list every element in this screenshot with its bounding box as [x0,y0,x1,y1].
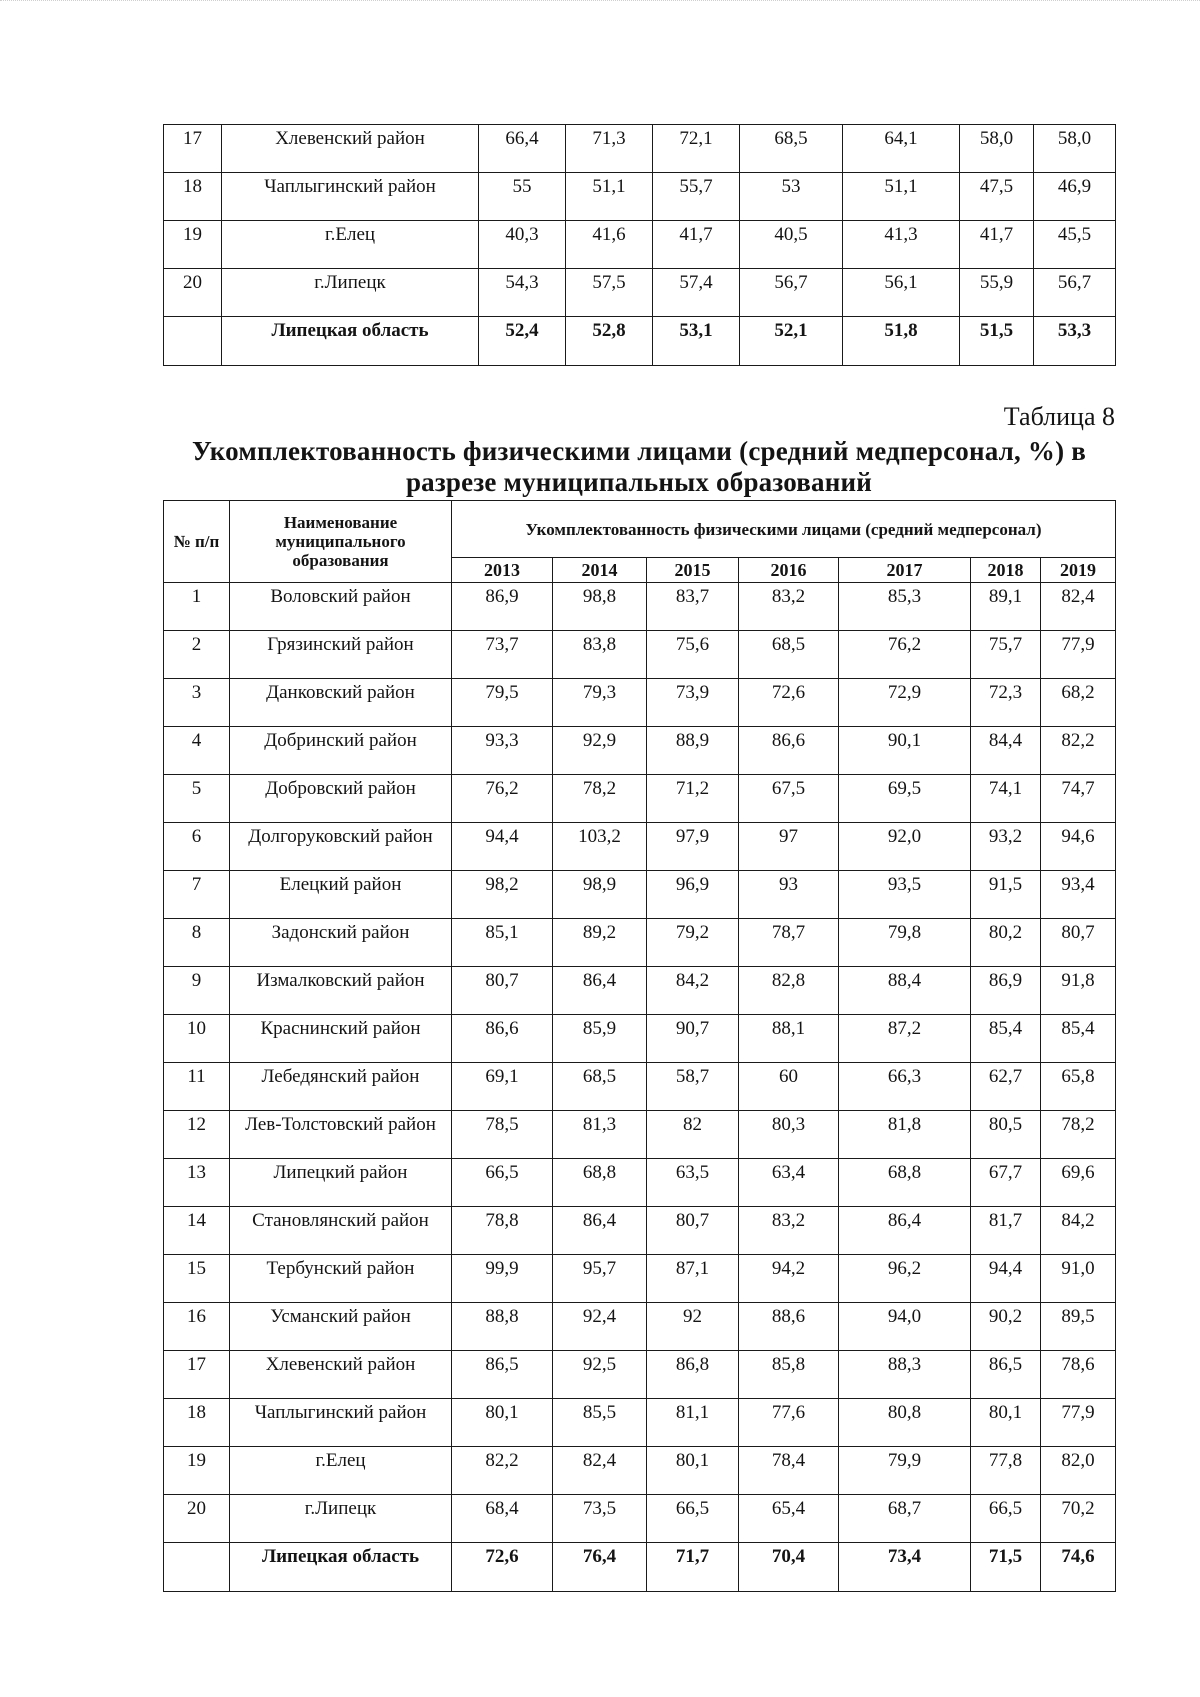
total-value: 70,4 [739,1543,839,1592]
row-value: 86,6 [452,1015,553,1063]
row-value: 92,0 [839,823,971,871]
row-value: 98,2 [452,871,553,919]
row-value: 94,4 [971,1255,1041,1303]
total-value: 53,3 [1034,317,1116,366]
row-value: 76,2 [839,631,971,679]
row-value: 81,7 [971,1207,1041,1255]
total-row [164,1543,1116,1592]
total-value: 52,4 [479,317,566,366]
row-value: 85,8 [739,1351,839,1399]
total-number [164,1543,230,1592]
row-value: 77,9 [1041,1399,1116,1447]
table-row [164,1447,1116,1495]
row-value: 99,9 [452,1255,553,1303]
row-name: Лебедянский район [230,1063,452,1111]
row-value: 54,3 [479,269,566,317]
row-name: Воловский район [230,583,452,631]
row-number: 4 [164,727,230,775]
row-value: 92,9 [553,727,647,775]
row-value: 73,7 [452,631,553,679]
table-row [164,221,1116,269]
row-number: 11 [164,1063,230,1111]
table-row [164,919,1116,967]
total-name: Липецкая область [230,1543,452,1592]
row-value: 79,2 [647,919,739,967]
row-name: Тербунский район [230,1255,452,1303]
row-number: 12 [164,1111,230,1159]
row-value: 68,7 [839,1495,971,1543]
row-name: Становлянский район [230,1207,452,1255]
row-value: 85,1 [452,919,553,967]
table-row [164,631,1116,679]
row-value: 98,8 [553,583,647,631]
row-value: 83,7 [647,583,739,631]
row-value: 64,1 [843,125,960,173]
total-name: Липецкая область [222,317,479,366]
row-value: 94,4 [452,823,553,871]
row-value: 85,9 [553,1015,647,1063]
row-value: 91,5 [971,871,1041,919]
row-number: 17 [164,125,222,173]
row-value: 62,7 [971,1063,1041,1111]
row-value: 86,5 [452,1351,553,1399]
row-value: 55 [479,173,566,221]
row-value: 92,5 [553,1351,647,1399]
row-name: Грязинский район [230,631,452,679]
row-value: 93,4 [1041,871,1116,919]
row-value: 58,0 [960,125,1034,173]
row-number: 19 [164,221,222,269]
table-row [164,679,1116,727]
header-name: Наименование муниципального образования [230,501,452,583]
total-value: 52,1 [740,317,843,366]
row-name: Данковский район [230,679,452,727]
row-value: 66,5 [452,1159,553,1207]
row-value: 72,1 [653,125,740,173]
row-value: 92 [647,1303,739,1351]
row-number: 10 [164,1015,230,1063]
row-value: 97 [739,823,839,871]
row-value: 85,3 [839,583,971,631]
row-number: 1 [164,583,230,631]
row-value: 78,8 [452,1207,553,1255]
row-value: 66,3 [839,1063,971,1111]
row-value: 45,5 [1034,221,1116,269]
row-value: 81,1 [647,1399,739,1447]
row-value: 84,2 [647,967,739,1015]
row-name: Хлевенский район [230,1351,452,1399]
row-value: 84,2 [1041,1207,1116,1255]
table-8 [163,500,1116,1592]
row-number: 19 [164,1447,230,1495]
row-value: 88,9 [647,727,739,775]
row-value: 51,1 [843,173,960,221]
row-name: Долгоруковский район [230,823,452,871]
row-value: 90,1 [839,727,971,775]
row-value: 56,7 [740,269,843,317]
table-row [164,871,1116,919]
row-name: Измалковский район [230,967,452,1015]
header-year: 2014 [553,558,647,583]
row-value: 69,5 [839,775,971,823]
total-value: 71,7 [647,1543,739,1592]
row-value: 94,6 [1041,823,1116,871]
row-value: 86,4 [553,1207,647,1255]
row-value: 85,4 [971,1015,1041,1063]
row-value: 41,7 [960,221,1034,269]
row-value: 88,8 [452,1303,553,1351]
table-row [164,1303,1116,1351]
row-value: 63,4 [739,1159,839,1207]
row-name: г.Липецк [230,1495,452,1543]
row-value: 78,5 [452,1111,553,1159]
row-value: 80,2 [971,919,1041,967]
row-value: 79,9 [839,1447,971,1495]
scan-edge [0,0,1200,1]
row-value: 81,8 [839,1111,971,1159]
row-value: 73,9 [647,679,739,727]
row-value: 93,3 [452,727,553,775]
row-value: 58,7 [647,1063,739,1111]
row-value: 47,5 [960,173,1034,221]
row-value: 66,5 [647,1495,739,1543]
row-name: Липецкий район [230,1159,452,1207]
table-row [164,1207,1116,1255]
table-8-body [164,583,1116,1592]
row-value: 72,3 [971,679,1041,727]
row-value: 71,3 [566,125,653,173]
row-name: Чаплыгинский район [222,173,479,221]
row-number: 5 [164,775,230,823]
row-value: 82,2 [1041,727,1116,775]
row-value: 75,6 [647,631,739,679]
row-value: 96,2 [839,1255,971,1303]
row-value: 84,4 [971,727,1041,775]
total-value: 76,4 [553,1543,647,1592]
row-value: 65,8 [1041,1063,1116,1111]
row-number: 2 [164,631,230,679]
row-value: 68,4 [452,1495,553,1543]
row-name: Лев-Толстовский район [230,1111,452,1159]
row-number: 14 [164,1207,230,1255]
row-value: 82,0 [1041,1447,1116,1495]
table-row [164,1255,1116,1303]
row-value: 78,7 [739,919,839,967]
row-value: 69,1 [452,1063,553,1111]
row-value: 41,3 [843,221,960,269]
row-value: 76,2 [452,775,553,823]
table-row [164,1495,1116,1543]
row-value: 80,1 [971,1399,1041,1447]
row-value: 89,5 [1041,1303,1116,1351]
row-number: 7 [164,871,230,919]
row-number: 20 [164,1495,230,1543]
row-number: 8 [164,919,230,967]
row-value: 94,0 [839,1303,971,1351]
row-value: 82,4 [553,1447,647,1495]
row-value: 91,0 [1041,1255,1116,1303]
row-number: 6 [164,823,230,871]
total-value: 73,4 [839,1543,971,1592]
row-number: 20 [164,269,222,317]
table-row [164,583,1116,631]
row-value: 58,0 [1034,125,1116,173]
row-value: 68,5 [553,1063,647,1111]
row-value: 68,2 [1041,679,1116,727]
row-value: 91,8 [1041,967,1116,1015]
row-value: 77,8 [971,1447,1041,1495]
row-value: 86,6 [739,727,839,775]
row-value: 67,5 [739,775,839,823]
row-value: 86,4 [553,967,647,1015]
row-name: Добринский район [230,727,452,775]
table-row [164,775,1116,823]
total-row [164,317,1116,366]
table-row [164,727,1116,775]
total-value: 52,8 [566,317,653,366]
row-value: 80,1 [452,1399,553,1447]
row-value: 80,1 [647,1447,739,1495]
row-value: 56,1 [843,269,960,317]
row-value: 80,7 [452,967,553,1015]
table-row [164,1399,1116,1447]
row-number: 3 [164,679,230,727]
table-row [164,173,1116,221]
row-value: 74,7 [1041,775,1116,823]
table-caption: Таблица 8 [1003,402,1115,431]
row-value: 67,7 [971,1159,1041,1207]
row-value: 85,5 [553,1399,647,1447]
continuation-table-body [164,125,1116,366]
table-title: Укомплектованность физическими лицами (средний медперсонал, %) в разрезе муниципальных образований [191,436,1087,497]
row-number: 16 [164,1303,230,1351]
total-value: 74,6 [1041,1543,1116,1592]
row-value: 86,5 [971,1351,1041,1399]
row-value: 98,9 [553,871,647,919]
row-value: 71,2 [647,775,739,823]
row-value: 40,3 [479,221,566,269]
row-value: 93 [739,871,839,919]
row-value: 66,4 [479,125,566,173]
row-value: 78,2 [553,775,647,823]
row-value: 41,7 [653,221,740,269]
row-value: 93,2 [971,823,1041,871]
row-value: 65,4 [739,1495,839,1543]
total-number [164,317,222,366]
row-value: 86,9 [971,967,1041,1015]
row-value: 86,9 [452,583,553,631]
row-number: 17 [164,1351,230,1399]
row-value: 97,9 [647,823,739,871]
continuation-table [163,124,1116,366]
row-value: 55,9 [960,269,1034,317]
total-value: 51,5 [960,317,1034,366]
row-value: 96,9 [647,871,739,919]
row-name: г.Елец [230,1447,452,1495]
row-value: 95,7 [553,1255,647,1303]
row-value: 60 [739,1063,839,1111]
table-row [164,125,1116,173]
row-value: 89,1 [971,583,1041,631]
row-value: 86,4 [839,1207,971,1255]
total-value: 71,5 [971,1543,1041,1592]
row-value: 88,1 [739,1015,839,1063]
row-value: 79,3 [553,679,647,727]
row-value: 92,4 [553,1303,647,1351]
header-group: Укомплектованность физическими лицами (средний медперсонал) [452,501,1116,558]
row-value: 82,8 [739,967,839,1015]
header-year: 2019 [1041,558,1116,583]
row-value: 68,5 [739,631,839,679]
row-name: Задонский район [230,919,452,967]
row-value: 78,4 [739,1447,839,1495]
row-value: 82,2 [452,1447,553,1495]
row-value: 79,8 [839,919,971,967]
row-value: 72,9 [839,679,971,727]
table-row [164,1351,1116,1399]
row-name: г.Липецк [222,269,479,317]
row-value: 83,8 [553,631,647,679]
row-value: 55,7 [653,173,740,221]
row-name: г.Елец [222,221,479,269]
row-value: 88,6 [739,1303,839,1351]
row-value: 53 [740,173,843,221]
row-name: Хлевенский район [222,125,479,173]
row-value: 81,3 [553,1111,647,1159]
row-number: 9 [164,967,230,1015]
row-value: 41,6 [566,221,653,269]
row-name: Краснинский район [230,1015,452,1063]
row-value: 51,1 [566,173,653,221]
row-value: 80,7 [1041,919,1116,967]
row-value: 87,1 [647,1255,739,1303]
row-value: 66,5 [971,1495,1041,1543]
row-value: 73,5 [553,1495,647,1543]
row-value: 78,6 [1041,1351,1116,1399]
row-value: 68,8 [839,1159,971,1207]
row-value: 88,4 [839,967,971,1015]
row-value: 82 [647,1111,739,1159]
row-value: 57,5 [566,269,653,317]
table-row [164,1159,1116,1207]
row-value: 63,5 [647,1159,739,1207]
header-year: 2017 [839,558,971,583]
row-value: 74,1 [971,775,1041,823]
header-year: 2016 [739,558,839,583]
total-value: 51,8 [843,317,960,366]
row-value: 87,2 [839,1015,971,1063]
row-value: 77,9 [1041,631,1116,679]
row-value: 68,5 [740,125,843,173]
row-value: 70,2 [1041,1495,1116,1543]
row-value: 103,2 [553,823,647,871]
header-year: 2015 [647,558,739,583]
row-value: 79,5 [452,679,553,727]
table-8-header [164,501,1116,583]
row-value: 80,8 [839,1399,971,1447]
row-value: 93,5 [839,871,971,919]
table-row [164,823,1116,871]
row-value: 72,6 [739,679,839,727]
row-name: Добровский район [230,775,452,823]
row-value: 68,8 [553,1159,647,1207]
total-value: 53,1 [653,317,740,366]
header-year: 2018 [971,558,1041,583]
row-value: 77,6 [739,1399,839,1447]
row-number: 18 [164,1399,230,1447]
row-value: 89,2 [553,919,647,967]
table-row [164,269,1116,317]
row-value: 82,4 [1041,583,1116,631]
row-value: 80,5 [971,1111,1041,1159]
row-value: 83,2 [739,1207,839,1255]
row-value: 86,8 [647,1351,739,1399]
row-value: 80,3 [739,1111,839,1159]
row-value: 94,2 [739,1255,839,1303]
row-name: Елецкий район [230,871,452,919]
row-value: 83,2 [739,583,839,631]
row-value: 78,2 [1041,1111,1116,1159]
table-row [164,1063,1116,1111]
row-value: 75,7 [971,631,1041,679]
row-value: 40,5 [740,221,843,269]
row-value: 85,4 [1041,1015,1116,1063]
header-year: 2013 [452,558,553,583]
row-number: 15 [164,1255,230,1303]
header-number: № п/п [164,501,230,583]
row-value: 90,2 [971,1303,1041,1351]
row-number: 13 [164,1159,230,1207]
row-name: Усманский район [230,1303,452,1351]
row-value: 56,7 [1034,269,1116,317]
row-value: 88,3 [839,1351,971,1399]
total-value: 72,6 [452,1543,553,1592]
table-row [164,967,1116,1015]
row-value: 46,9 [1034,173,1116,221]
table-row [164,1111,1116,1159]
row-value: 80,7 [647,1207,739,1255]
row-number: 18 [164,173,222,221]
table-row [164,1015,1116,1063]
row-value: 69,6 [1041,1159,1116,1207]
row-value: 90,7 [647,1015,739,1063]
row-name: Чаплыгинский район [230,1399,452,1447]
row-value: 57,4 [653,269,740,317]
